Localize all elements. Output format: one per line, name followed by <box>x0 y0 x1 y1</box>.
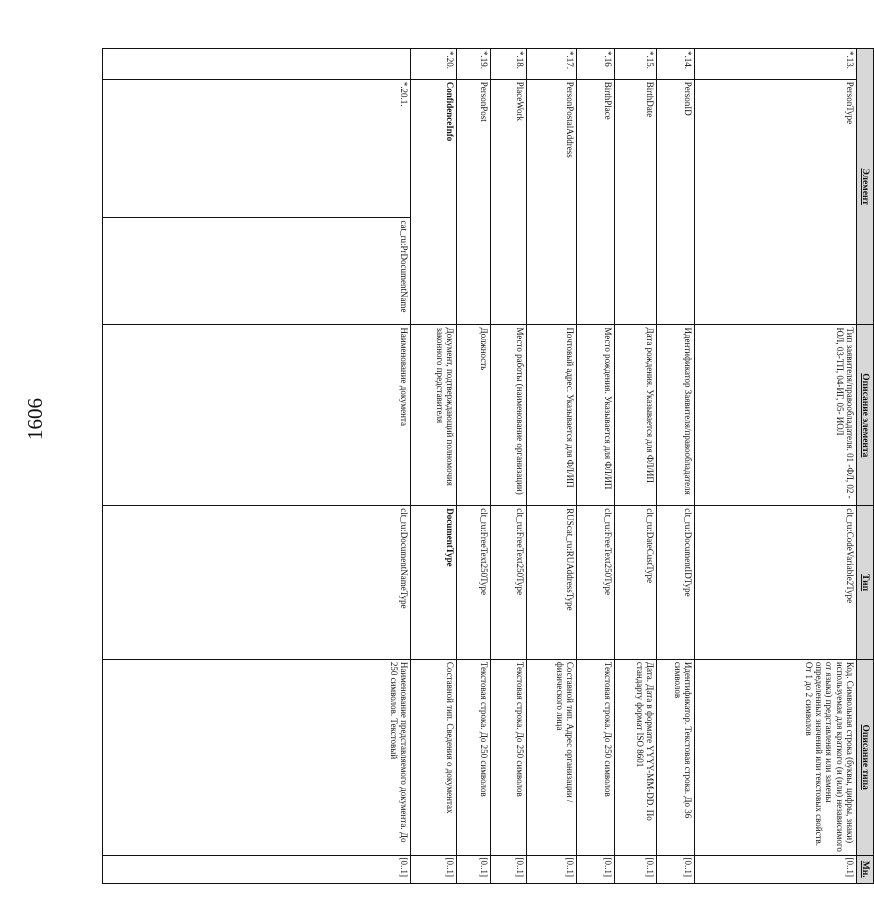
row-multiplicity: [0..1] <box>411 855 457 883</box>
row-multiplicity: [0..1] <box>695 855 857 883</box>
row-type: clt_ru:DocumentNameType <box>103 506 411 660</box>
row-description: Наименование документа <box>103 325 411 506</box>
table-row <box>657 49 695 884</box>
row-element: cat_ru:PrDocumentName <box>103 218 411 325</box>
table-row <box>527 49 577 884</box>
row-number: *.14. <box>657 49 695 80</box>
table-row <box>411 49 457 884</box>
table-header-row <box>857 49 874 884</box>
element-table <box>102 48 874 884</box>
row-element: BirthPlace <box>577 79 615 325</box>
row-type-description: Наименование представляемого документа. До 250 символов. Текстовый <box>103 659 411 855</box>
row-type: clt_ru:DocumentIDType <box>657 506 695 660</box>
row-multiplicity: [0..1] <box>527 855 577 883</box>
header-type: Тип <box>857 506 874 660</box>
row-element: PersonPostalAddress <box>527 79 577 325</box>
row-type: clt_ru:DateCustType <box>615 506 657 660</box>
row-number: *.16 <box>577 49 615 80</box>
row-type: clt_ru:FreeText250Type <box>457 506 491 660</box>
row-description: Место рождения. Указывается для ФЛ/ИП <box>577 325 615 506</box>
header-element: Элемент <box>857 49 874 325</box>
row-type: RUScat_ru:RUAddressType <box>527 506 577 660</box>
row-type-description: Текстовая строка. До 250 символов <box>577 659 615 855</box>
data-table-rotated <box>102 48 874 884</box>
table-row <box>577 49 615 884</box>
row-multiplicity: [0..1] <box>457 855 491 883</box>
row-description: Тип заявителя/правообладателя. 01 -ФЛ, 02 - ЮЛ, 03-ТП, 04-ИГ, 05- ИОЛ <box>695 325 857 506</box>
row-description: Почтовый адрес. Указывается для ФЛ/ИП <box>527 325 577 506</box>
table-row <box>103 49 411 884</box>
row-type: clt_ru:FreeText250Type <box>491 506 527 660</box>
row-type-description: Текстовая строка. До 250 символов <box>457 659 491 855</box>
row-type-description: Код. Символьная строка (буквы, цифры, знаки) используемая для краткого (и (или) независимого от языка) представления или замены определенных значений или текстовых свойств. От 1 до 2 символов <box>695 659 857 855</box>
row-element: ConfidenceInfo <box>411 79 457 325</box>
header-type-desc: Описание типа <box>857 659 874 855</box>
row-element: BirthDate <box>615 79 657 325</box>
table-row <box>491 49 527 884</box>
row-multiplicity: [0..1] <box>615 855 657 883</box>
row-element: PersonPost <box>457 79 491 325</box>
row-type-description: Текстовая строка. До 250 символов <box>491 659 527 855</box>
row-multiplicity: [0..1] <box>657 855 695 883</box>
row-description: Идентификатор Заявителя/правообладателя <box>657 325 695 506</box>
row-type-description: Идентификатор. Текстовая строка. До 36 символов <box>657 659 695 855</box>
table-row <box>695 49 857 884</box>
row-description: Должность <box>457 325 491 506</box>
header-mult: Мн. <box>857 855 874 883</box>
row-description: Документ, подтверждающий полномочия законного представителя <box>411 325 457 506</box>
row-multiplicity: [0..1] <box>577 855 615 883</box>
row-type-description: Составной тип. Сведения о документах <box>411 659 457 855</box>
row-number: *.15. <box>615 49 657 80</box>
row-type-description: Дата. Дата в формате YYYY-MM-DD. По стандарту формат ISO 8601 <box>615 659 657 855</box>
row-type-description: Составной тип. Адрес организации / физического лица <box>527 659 577 855</box>
table-row <box>457 49 491 884</box>
row-multiplicity: [0..1] <box>103 855 411 883</box>
row-element: PersonID <box>657 79 695 325</box>
row-type: clt_ru:FreeText250Type <box>577 506 615 660</box>
header-element-desc: Описание элемента <box>857 325 874 506</box>
row-element: PlaceWork <box>491 79 527 325</box>
row-number: *.18. <box>491 49 527 80</box>
page-number: 1606 <box>23 398 47 440</box>
row-type: clt_ru:CodeVariable2Type <box>695 506 857 660</box>
row-number: *.20. <box>411 49 457 80</box>
row-description: Дата рождения. Указывается для ФЛ/ИП <box>615 325 657 506</box>
row-multiplicity: [0..1] <box>491 855 527 883</box>
row-element: PersonType <box>695 79 857 325</box>
row-number: *.17. <box>527 49 577 80</box>
row-number: *.20.1. <box>103 79 411 218</box>
row-indent-cell <box>103 49 411 80</box>
row-description: Место работы (наименование организации) <box>491 325 527 506</box>
row-number: *.19. <box>457 49 491 80</box>
table-row <box>615 49 657 884</box>
row-number: *.13. <box>695 49 857 80</box>
row-type: DocumentType <box>411 506 457 660</box>
